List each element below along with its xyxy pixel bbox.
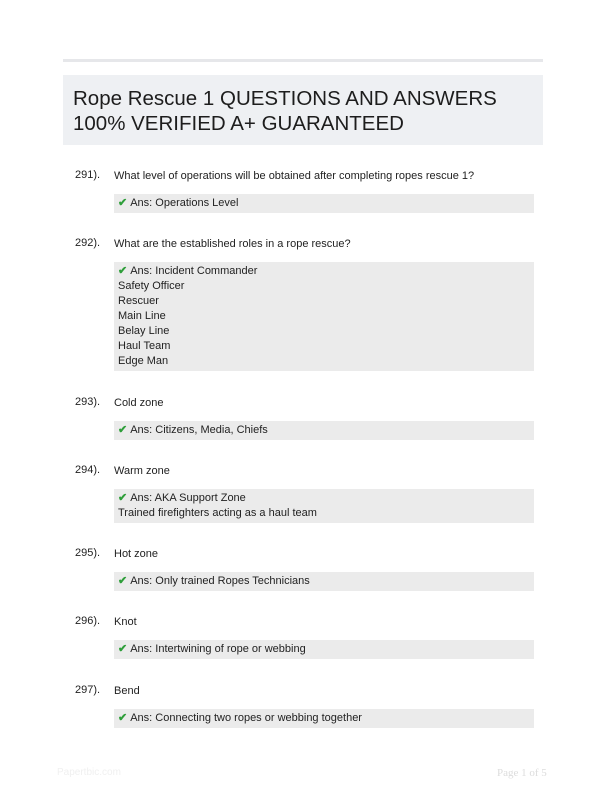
footer-watermark: Papertbic.com bbox=[57, 767, 121, 778]
question-number: 293). bbox=[75, 396, 101, 408]
answer-line bbox=[118, 491, 530, 506]
answer-box bbox=[114, 640, 534, 659]
check-icon: ✔ bbox=[118, 492, 128, 504]
answer-text: Main Line bbox=[118, 310, 166, 322]
question-number: 297). bbox=[75, 684, 101, 696]
answer-box bbox=[114, 489, 534, 523]
answer-line bbox=[118, 339, 530, 354]
question-text: Knot bbox=[114, 616, 137, 628]
answer-line bbox=[118, 196, 530, 211]
answer-line bbox=[118, 309, 530, 324]
page-title bbox=[73, 86, 497, 136]
answer-text: Ans: Operations Level bbox=[130, 197, 239, 209]
answer-text: Ans: AKA Support Zone bbox=[130, 492, 246, 504]
question-text: What level of operations will be obtained after completing ropes rescue 1? bbox=[114, 170, 475, 182]
title-line-2: 100% VERIFIED A+ GUARANTEED bbox=[73, 112, 404, 135]
answer-box bbox=[114, 262, 534, 371]
question-number: 294). bbox=[75, 464, 101, 476]
question-text: Bend bbox=[114, 685, 140, 697]
answer-line bbox=[118, 506, 530, 521]
title-line-1: Rope Rescue 1 QUESTIONS AND ANSWERS bbox=[73, 87, 497, 110]
question-number: 291). bbox=[75, 169, 101, 181]
page-number: Page 1 of 5 bbox=[497, 767, 547, 779]
answer-box bbox=[114, 572, 534, 591]
answer-box bbox=[114, 421, 534, 440]
answer-box bbox=[114, 194, 534, 213]
check-icon: ✔ bbox=[118, 197, 128, 209]
answer-text: Safety Officer bbox=[118, 280, 185, 292]
question-number: 295). bbox=[75, 547, 101, 559]
answer-text: Ans: Incident Commander bbox=[130, 265, 258, 277]
answer-line bbox=[118, 711, 530, 726]
title-box bbox=[63, 75, 543, 145]
answer-line bbox=[118, 279, 530, 294]
answer-text: Edge Man bbox=[118, 355, 169, 367]
question-text: Warm zone bbox=[114, 465, 170, 477]
answer-text: Trained firefighters acting as a haul team bbox=[118, 507, 317, 519]
question-text: Hot zone bbox=[114, 548, 159, 560]
check-icon: ✔ bbox=[118, 712, 128, 724]
answer-text: Ans: Citizens, Media, Chiefs bbox=[130, 424, 268, 436]
answer-line bbox=[118, 574, 530, 589]
answer-text: Rescuer bbox=[118, 295, 159, 307]
check-icon: ✔ bbox=[118, 643, 128, 655]
check-icon: ✔ bbox=[118, 265, 128, 277]
answer-line bbox=[118, 264, 530, 279]
top-divider bbox=[63, 59, 543, 62]
question-text: Cold zone bbox=[114, 397, 164, 409]
check-icon: ✔ bbox=[118, 424, 128, 436]
question-number: 292). bbox=[75, 237, 101, 249]
check-icon: ✔ bbox=[118, 575, 128, 587]
answer-text: Haul Team bbox=[118, 340, 171, 352]
answer-box bbox=[114, 709, 534, 728]
answer-text: Ans: Connecting two ropes or webbing together bbox=[130, 712, 362, 724]
question-text: What are the established roles in a rope rescue? bbox=[114, 238, 351, 250]
answer-line bbox=[118, 324, 530, 339]
answer-text: Ans: Intertwining of rope or webbing bbox=[130, 643, 306, 655]
answer-text: Ans: Only trained Ropes Technicians bbox=[130, 575, 310, 587]
answer-line bbox=[118, 354, 530, 369]
question-number: 296). bbox=[75, 615, 101, 627]
answer-line bbox=[118, 642, 530, 657]
answer-text: Belay Line bbox=[118, 325, 170, 337]
answer-line bbox=[118, 423, 530, 438]
answer-line bbox=[118, 294, 530, 309]
